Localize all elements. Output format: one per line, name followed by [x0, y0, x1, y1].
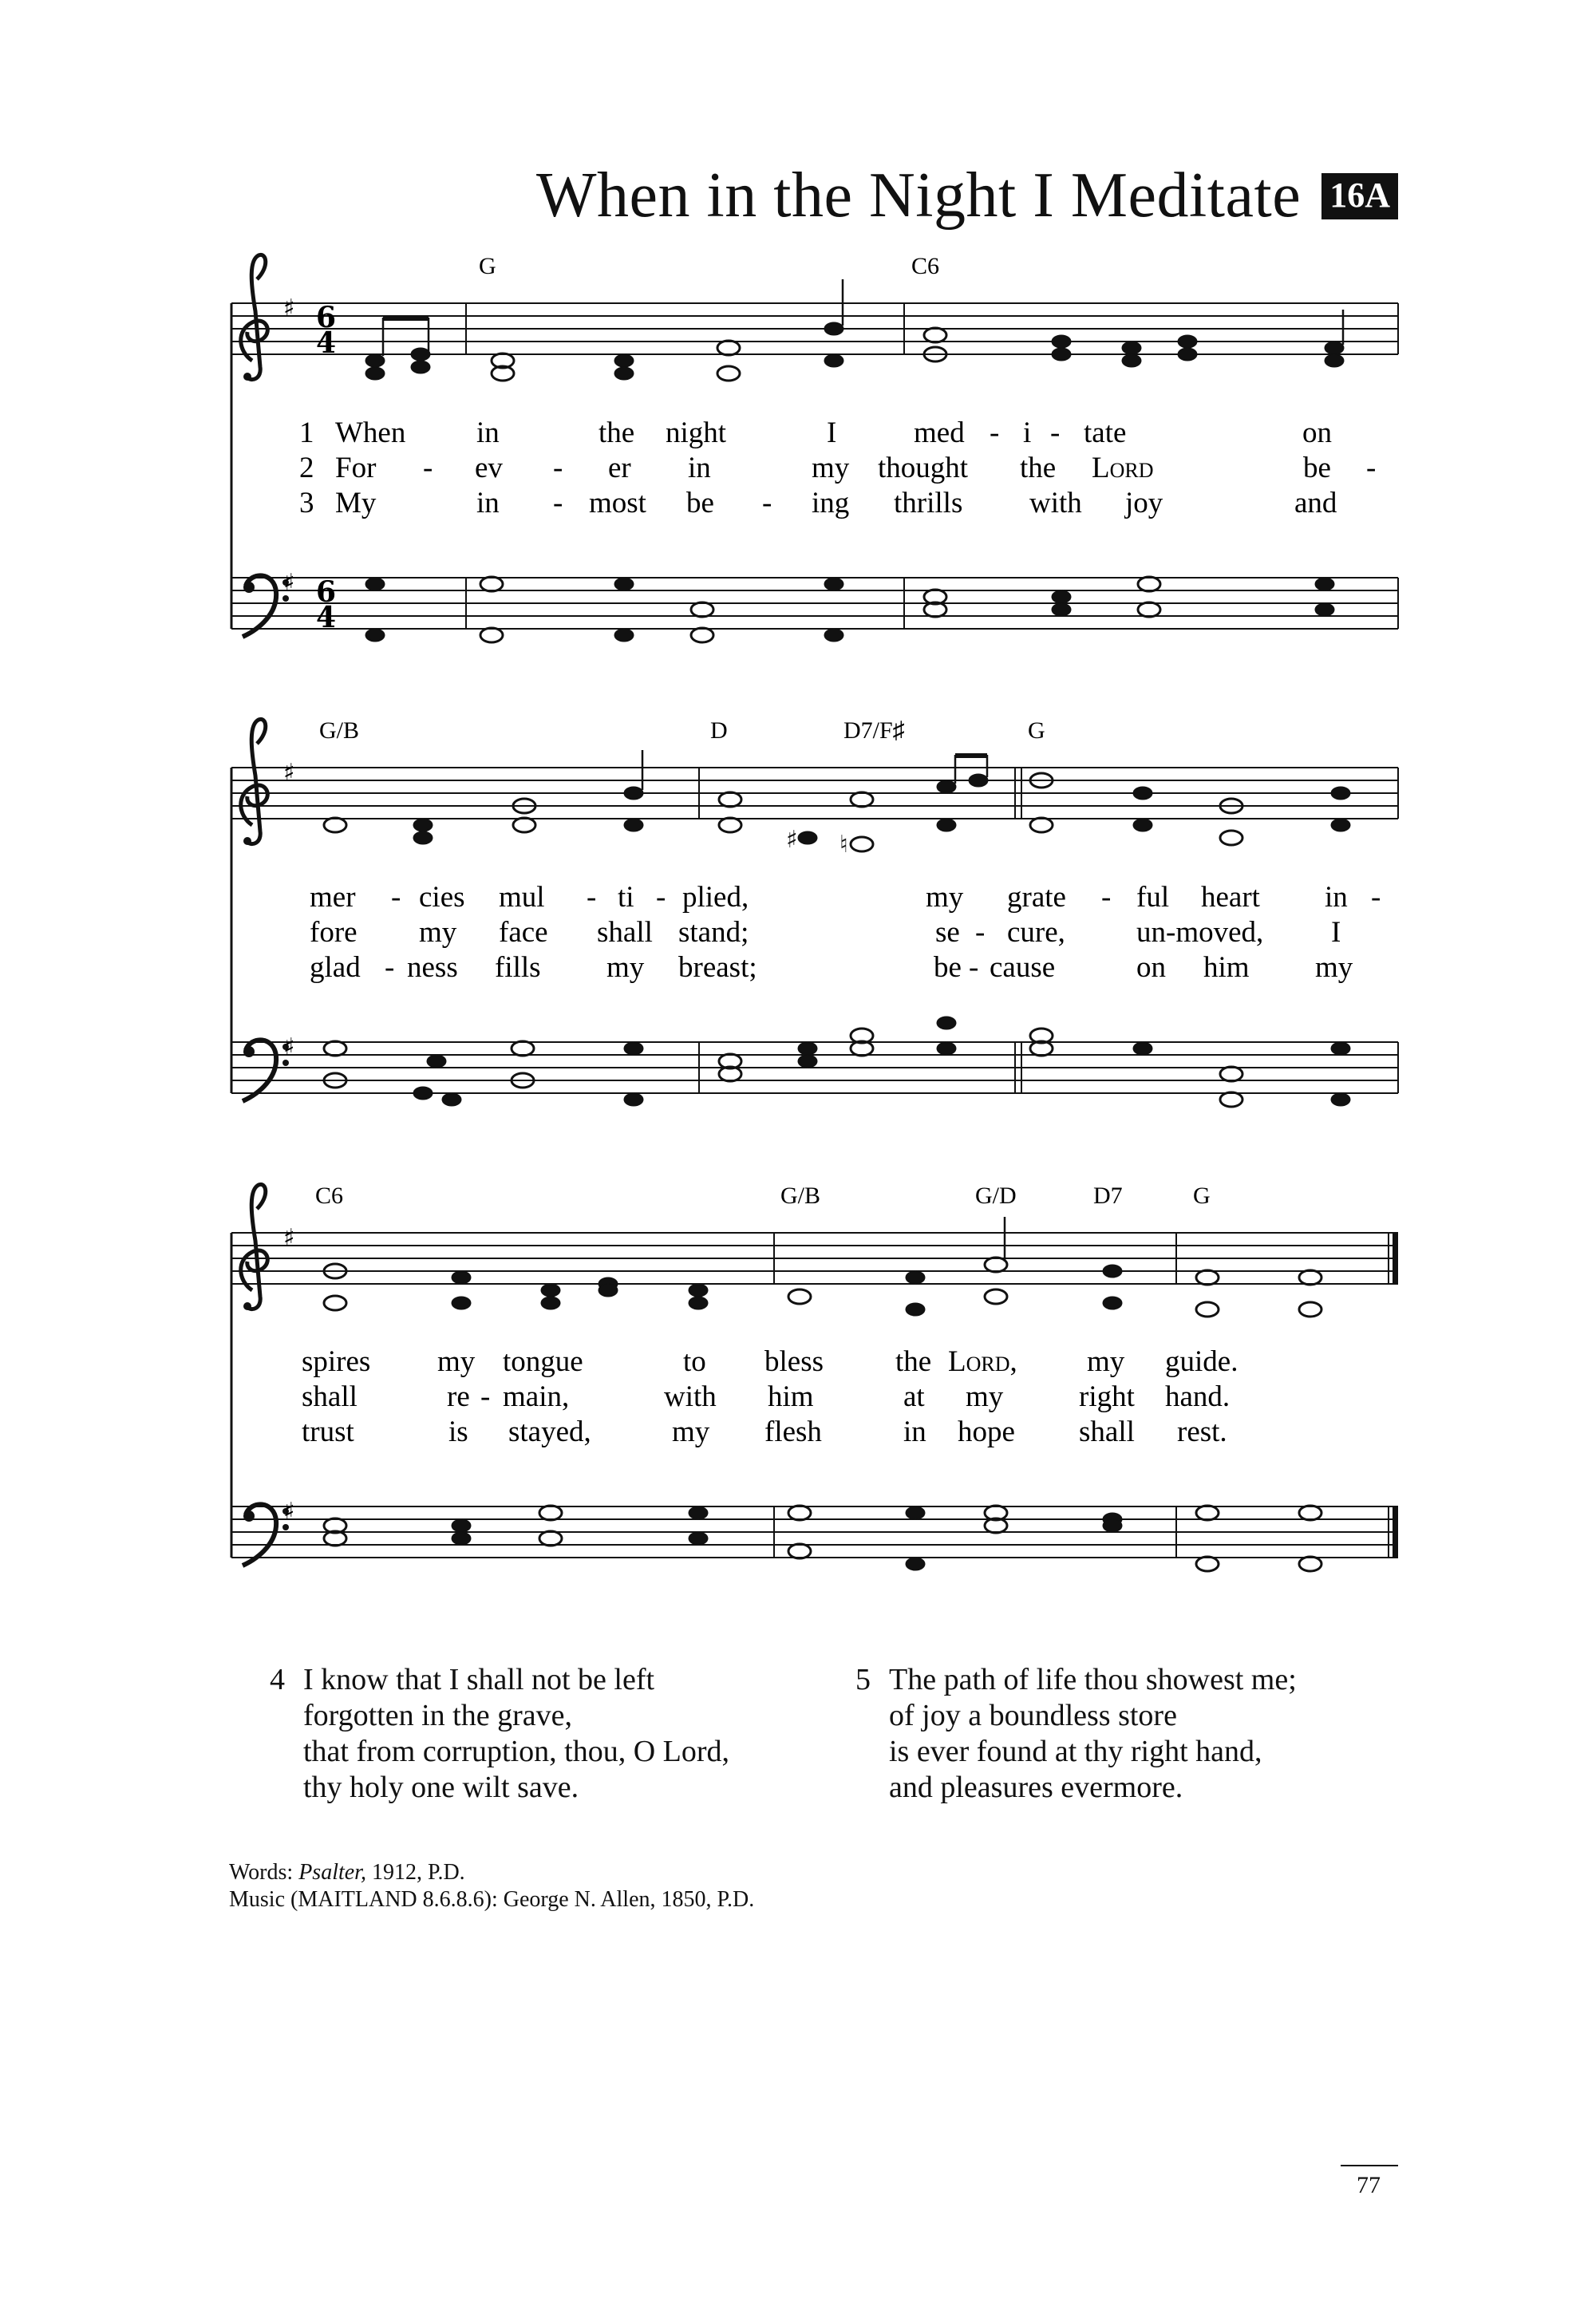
treble-notes-1 [365, 279, 1344, 381]
lyric-hyphen: - [587, 881, 597, 914]
lyric-syllable: fore [310, 916, 358, 949]
lyric-syllable: joy [1125, 487, 1163, 519]
bass-clef-icon [243, 1040, 289, 1101]
chord-symbol: G/B [780, 1183, 821, 1209]
chord-row-1 [479, 253, 939, 279]
words-date: 1912, P.D. [371, 1860, 465, 1885]
lyric-syllable: tongue [503, 1345, 583, 1378]
lyric-syllable: be [934, 951, 962, 984]
chord-symbol: C6 [315, 1183, 344, 1209]
key-signature-sharp: ♯ [283, 1498, 295, 1526]
verse-number: 3 [299, 487, 314, 519]
lyric-hyphen: - [762, 487, 772, 519]
lyric-syllable: ti [618, 881, 634, 914]
lyric-syllable: be [1303, 452, 1331, 484]
lyric-syllable: med [914, 417, 965, 449]
bass-clef-icon [243, 1504, 289, 1566]
lyric-syllable: thrills [894, 487, 963, 519]
lyric-syllable: se [935, 916, 960, 949]
lyric-syllable: my [1315, 951, 1353, 984]
lyric-line [335, 417, 1332, 449]
chord-symbol: G [1028, 717, 1045, 744]
bass-staff-3 [231, 1506, 1398, 1558]
lyric-syllable: my [672, 1416, 710, 1448]
lyric-syllable: ness [407, 951, 458, 984]
lyric-syllable: with [664, 1380, 717, 1413]
lyric-line [310, 881, 1381, 914]
lyric-line [302, 1416, 1227, 1448]
lyric-syllable: most [589, 487, 646, 519]
system-1 [231, 253, 1398, 642]
lyric-hyphen: - [1050, 417, 1061, 449]
music-credit: Music (MAITLAND 8.6.8.6): George N. Allen, 1850, P.D. [229, 1887, 755, 1912]
lyric-line [335, 452, 1376, 484]
final-barline [1393, 1506, 1398, 1558]
lyric-syllable: breast; [678, 951, 757, 984]
lyric-syllable: rest. [1177, 1416, 1227, 1448]
treble-clef-icon [241, 1184, 268, 1310]
treble-notes-2 [324, 750, 1350, 859]
key-signature-sharp: ♯ [283, 759, 295, 787]
lyric-syllable: on [1302, 417, 1332, 449]
lyric-syllable: i [1023, 417, 1032, 449]
lyric-syllable: er [608, 452, 631, 484]
stanza-line: that from corruption, thou, O Lord, [303, 1735, 730, 1768]
bass-clef-icon [243, 575, 289, 637]
chord-symbol: D7/F♯ [843, 717, 905, 744]
page-number: 77 [1357, 2172, 1381, 2198]
key-signature-sharp: ♯ [283, 569, 295, 597]
stanza-number: 5 [855, 1663, 871, 1696]
chord-symbol: G [479, 253, 496, 279]
lyric-syllable: in [903, 1416, 926, 1448]
stanza-line: is ever found at thy right hand, [889, 1735, 1262, 1768]
lyric-syllable: mer [310, 881, 356, 914]
lyric-syllable: my [606, 951, 645, 984]
lyric-hyphen: - [990, 417, 1000, 449]
lyric-syllable: my [812, 452, 850, 484]
lyric-hyphen: - [1371, 881, 1381, 914]
time-signature: 6 [316, 301, 337, 334]
lyric-syllable: with [1029, 487, 1082, 519]
stanza-4 [270, 1662, 729, 1806]
lyric-syllable: cure, [1007, 916, 1065, 949]
system-2 [231, 717, 1398, 1107]
lyric-hyphen: - [656, 881, 666, 914]
verse-number: 2 [299, 452, 314, 484]
chord-symbol: G/B [319, 717, 360, 744]
lyric-syllable: at [903, 1380, 925, 1413]
lyric-hyphen: - [969, 951, 979, 984]
verse-number: 1 [299, 417, 314, 449]
lyric-syllable: my [966, 1380, 1004, 1413]
lyric-syllable: my [1087, 1345, 1125, 1378]
lyric-syllable: on [1136, 951, 1166, 984]
treble-notes-3 [324, 1217, 1321, 1317]
chord-symbol: D7 [1093, 1183, 1123, 1209]
lyric-syllable: re [447, 1380, 470, 1413]
lyric-syllable: When [335, 417, 406, 449]
lyric-syllable: stayed, [508, 1416, 591, 1448]
lyric-syllable: Lord, [948, 1345, 1017, 1378]
stanza-line: of joy a boundless store [889, 1699, 1177, 1732]
lyric-hyphen: - [553, 487, 563, 519]
page-number-rule [1341, 2165, 1398, 2166]
chord-row-3 [315, 1183, 1211, 1209]
lyric-syllable: I [827, 417, 837, 449]
treble-clef-icon [241, 255, 268, 381]
lyric-syllable: ev [475, 452, 503, 484]
stanza-number: 4 [270, 1663, 285, 1696]
lyric-hyphen: - [480, 1380, 491, 1413]
key-signature-sharp: ♯ [283, 1033, 295, 1061]
lyric-syllable: shall [1079, 1416, 1135, 1448]
lyric-syllable: flesh [764, 1416, 822, 1448]
key-signature-sharp: ♯ [283, 294, 295, 322]
lyric-hyphen: - [391, 881, 401, 914]
lyric-syllable: My [335, 487, 377, 519]
lyric-syllable: cies [419, 881, 465, 914]
lyric-syllable: spires [302, 1345, 371, 1378]
lyric-syllable: in [688, 452, 711, 484]
time-signature: 4 [316, 326, 337, 360]
lyric-hyphen: - [1101, 881, 1112, 914]
lyric-line [310, 951, 1353, 984]
words-label: Words: [229, 1860, 294, 1885]
lyric-syllable: hand. [1165, 1380, 1231, 1413]
lyric-syllable: mul [499, 881, 545, 914]
system-3 [231, 1183, 1398, 1571]
lyric-syllable: right [1079, 1380, 1135, 1413]
verse-numbers-1 [299, 417, 314, 519]
stanza-line: I know that I shall not be left [303, 1663, 655, 1696]
words-source: Psalter, [298, 1860, 366, 1885]
time-signature: 4 [316, 601, 337, 634]
lyric-syllable: my [926, 881, 964, 914]
treble-staff-1 [231, 303, 1398, 354]
lyric-hyphen: - [975, 916, 986, 949]
stanza-5 [855, 1662, 1297, 1806]
lyric-syllable: the [1020, 452, 1057, 484]
lyric-syllable: heart [1201, 881, 1260, 914]
treble-clef-icon [241, 719, 268, 845]
lyric-syllable: the [895, 1345, 932, 1378]
lyric-hyphen: - [423, 452, 433, 484]
lyric-line [335, 487, 1337, 519]
lyric-syllable: and [1294, 487, 1337, 519]
lyric-syllable: main, [503, 1380, 570, 1413]
credits [229, 1859, 754, 1913]
lyric-syllable: tate [1084, 417, 1127, 449]
lyric-line [302, 1345, 1238, 1378]
lyric-syllable: in [1325, 881, 1348, 914]
treble-staff-3 [231, 1233, 1398, 1284]
lyric-syllable: stand; [678, 916, 749, 949]
stanza-line: forgotten in the grave, [303, 1699, 572, 1732]
chord-symbol: G/D [975, 1183, 1017, 1209]
bass-staff-1 [231, 578, 1398, 629]
chord-symbol: G [1193, 1183, 1211, 1209]
hymn-title: When in the Night I Meditate [536, 160, 1302, 231]
key-signature-sharp: ♯ [283, 1224, 295, 1252]
stanza-line: and pleasures evermore. [889, 1771, 1183, 1804]
lyric-syllable: fills [495, 951, 541, 984]
lyric-syllable: bless [764, 1345, 824, 1378]
time-signature: 6 [316, 575, 337, 609]
lyric-syllable: glad [310, 951, 361, 984]
lyric-syllable: trust [302, 1416, 354, 1448]
lyric-syllable: For [335, 452, 377, 484]
chord-row-2 [319, 717, 1045, 744]
lyric-hyphen: - [553, 452, 563, 484]
lyric-syllable: I [1331, 916, 1341, 949]
lyric-line [302, 1380, 1230, 1413]
lyric-hyphen: - [385, 951, 395, 984]
svg-text:♯: ♯ [786, 826, 798, 854]
lyric-syllable: cause [990, 951, 1056, 984]
lyric-syllable: night [666, 417, 727, 449]
words-credit [229, 1859, 754, 1886]
final-barline [1393, 1233, 1398, 1284]
lyric-syllable: hope [958, 1416, 1015, 1448]
lyric-syllable: in [476, 417, 500, 449]
lyric-syllable: is [448, 1416, 468, 1448]
lyric-syllable: him [768, 1380, 814, 1413]
lyric-syllable: shall [597, 916, 653, 949]
lyric-syllable: face [499, 916, 548, 949]
lyric-syllable: my [437, 1345, 476, 1378]
lyric-syllable: the [598, 417, 635, 449]
lyric-syllable: my [419, 916, 457, 949]
chord-symbol: C6 [911, 253, 940, 279]
lyric-syllable: un-moved, [1136, 916, 1264, 949]
lyric-syllable: be [686, 487, 714, 519]
lyric-syllable: him [1203, 951, 1250, 984]
chord-symbol: D [710, 717, 728, 744]
lyric-hyphen: - [1366, 452, 1377, 484]
bass-notes-1 [365, 577, 1334, 642]
lyric-syllable: to [683, 1345, 706, 1378]
lyric-syllable: in [476, 487, 500, 519]
lyric-line [310, 916, 1341, 949]
lyric-syllable: thought [878, 452, 969, 484]
lyric-syllable: ful [1136, 881, 1170, 914]
bass-notes-3 [324, 1506, 1321, 1571]
lyric-syllable: guide. [1165, 1345, 1238, 1378]
stanza-line: thy holy one wilt save. [303, 1771, 579, 1804]
stanza-line: The path of life thou showest me; [889, 1663, 1297, 1696]
lyric-syllable: Lord [1092, 452, 1154, 484]
lyric-syllable: ing [812, 487, 850, 519]
lyric-syllable: plied, [682, 881, 749, 914]
lyric-syllable: shall [302, 1380, 358, 1413]
hymn-number-badge: 16A [1321, 173, 1398, 219]
lyric-syllable: grate [1007, 881, 1066, 914]
svg-text:♮: ♮ [839, 831, 848, 859]
